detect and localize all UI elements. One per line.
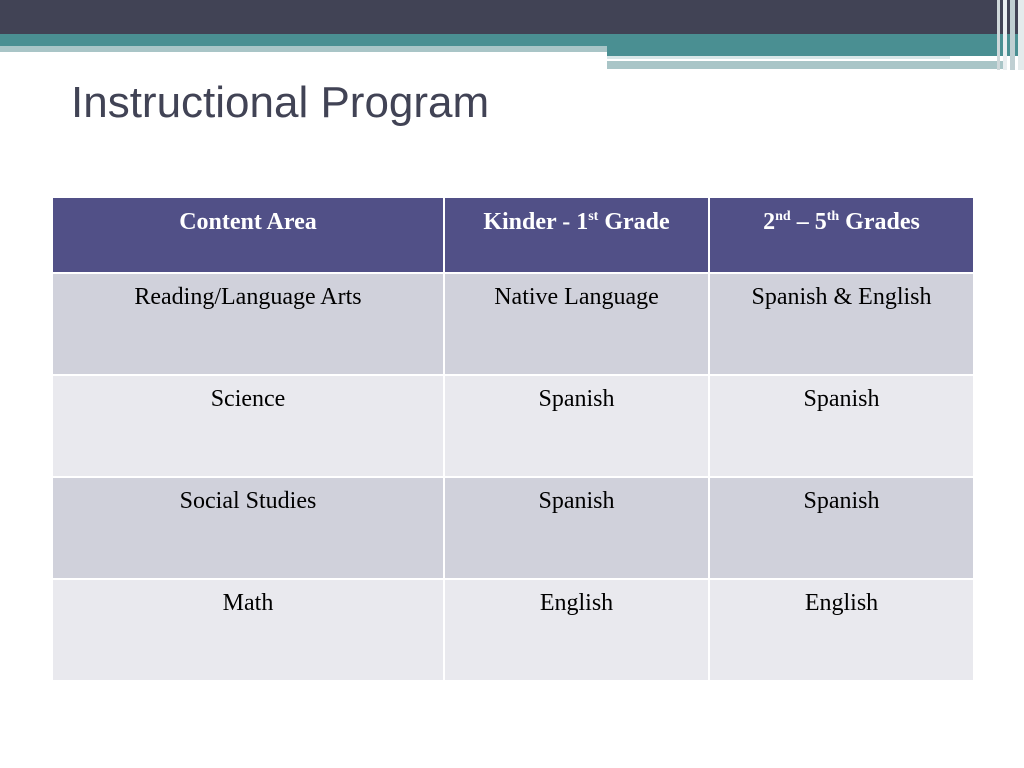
- cell-kinder-1st: Spanish: [444, 477, 709, 579]
- table-header-row: [52, 197, 974, 273]
- instructional-program-table: [51, 196, 975, 682]
- cell-kinder-1st: English: [444, 579, 709, 681]
- slide-title: Instructional Program: [71, 78, 490, 127]
- banner-dark-band: [0, 0, 1024, 34]
- cell-content-area: Reading/Language Arts: [52, 273, 444, 375]
- table-row: [52, 375, 974, 477]
- header-2nd-5th-grades: 2nd – 5th Grades: [709, 197, 974, 273]
- banner-teal-band: [0, 34, 1024, 46]
- table-row: [52, 579, 974, 681]
- cell-content-area: Math: [52, 579, 444, 681]
- banner-light-band: [0, 46, 607, 52]
- table-row: [52, 273, 974, 375]
- banner-decorative-bars: [988, 0, 1024, 70]
- banner-strip: [607, 61, 1007, 69]
- cell-2nd-5th: English: [709, 579, 974, 681]
- cell-2nd-5th: Spanish & English: [709, 273, 974, 375]
- banner-strip: [607, 56, 950, 59]
- cell-2nd-5th: Spanish: [709, 375, 974, 477]
- cell-kinder-1st: Spanish: [444, 375, 709, 477]
- banner-strip: [607, 46, 1024, 56]
- table-row: [52, 477, 974, 579]
- header-content-area: Content Area: [52, 197, 444, 273]
- cell-content-area: Science: [52, 375, 444, 477]
- cell-kinder-1st: Native Language: [444, 273, 709, 375]
- header-kinder-1st-grade: Kinder - 1st Grade: [444, 197, 709, 273]
- cell-content-area: Social Studies: [52, 477, 444, 579]
- cell-2nd-5th: Spanish: [709, 477, 974, 579]
